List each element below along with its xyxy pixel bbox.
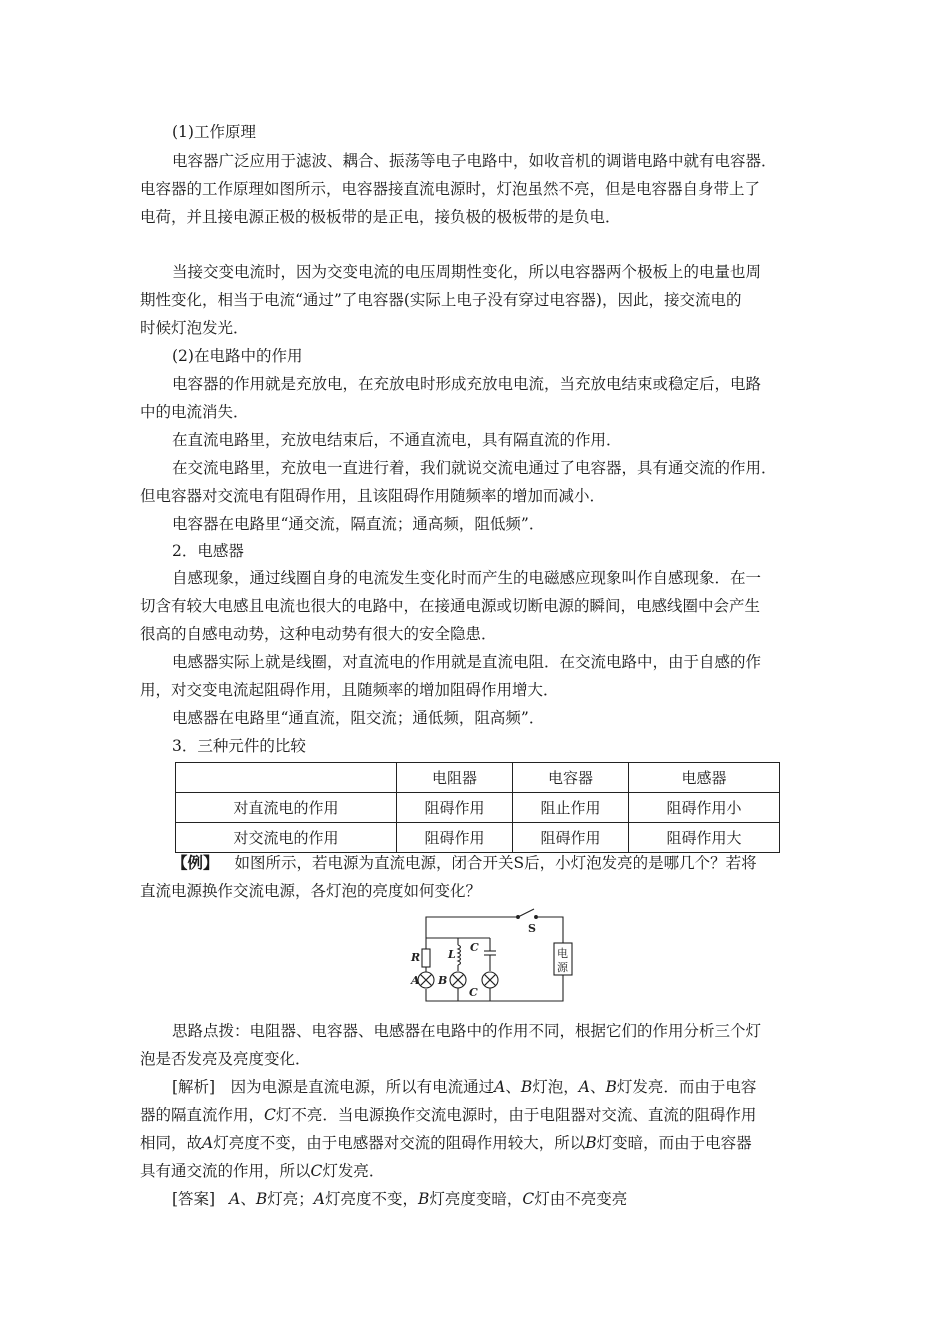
table-cell xyxy=(176,763,397,793)
analysis-line xyxy=(140,1161,384,1181)
analysis-line xyxy=(172,1077,756,1097)
var-b: B xyxy=(417,1190,430,1208)
circuit-diagram xyxy=(408,905,583,1005)
source-label: 源 xyxy=(557,961,568,974)
var-b: B xyxy=(255,1190,268,1208)
var-a: A xyxy=(494,1078,506,1096)
paragraph-line: 电荷，并且接电源正极的极板带的是正电，接负极的极板带的是负电． xyxy=(140,208,621,226)
paragraph-line: 电感器在电路里“通直流，阻交流；通低频，阻高频”． xyxy=(172,709,545,727)
switch-label: S xyxy=(528,922,536,935)
var-b: B xyxy=(520,1078,533,1096)
table-cell: 阻碍作用 xyxy=(397,823,513,853)
var-a: A xyxy=(578,1078,590,1096)
section-title-role-in-circuit: (2)在电路中的作用 xyxy=(172,347,303,365)
answer-line xyxy=(172,1189,627,1209)
table-cell: 电感器 xyxy=(629,763,780,793)
capacitor-label: C xyxy=(470,941,479,954)
hint-line: 泡是否发亮及亮度变化． xyxy=(140,1050,311,1068)
example-line-2: 直流电源换作交流电源，各灯泡的亮度如何变化？ xyxy=(140,882,482,900)
hint-line: 思路点拨：电阻器、电容器、电感器在电路中的作用不同，根据它们的作用分析三个灯 xyxy=(172,1022,762,1040)
paragraph-line: 时候灯泡发光． xyxy=(140,319,249,337)
section-title-comparison: 3．三种元件的比较 xyxy=(172,737,306,755)
answer-tag: [答案] xyxy=(172,1190,216,1208)
table-row xyxy=(176,823,780,853)
table-cell: 对交流电的作用 xyxy=(176,823,397,853)
paragraph-line: 电容器的工作原理如图所示，电容器接直流电源时，灯泡虽然不亮，但是电容器自身带上了 xyxy=(140,180,761,198)
analysis-text: 灯发亮．而由于电容 xyxy=(616,1078,757,1096)
table-cell: 对直流电的作用 xyxy=(176,793,397,823)
analysis-line xyxy=(140,1133,752,1153)
paragraph-line: 在交流电路里，充放电一直进行着，我们就说交流电通过了电容器，具有通交流的作用． xyxy=(172,459,777,477)
paragraph-line: 电感器实际上就是线圈，对直流电的作用就是直流电阻．在交流电路中，由于自感的作 xyxy=(172,653,762,671)
paragraph-line: 当接交变电流时，因为交变电流的电压周期性变化，所以电容器两个极板上的电量也周 xyxy=(172,263,762,281)
analysis-text: 、 xyxy=(589,1078,606,1096)
lamp-b-label: B xyxy=(438,974,448,987)
analysis-text: 灯不亮．当电源换作交流电源时，由于电阻器对交流、直流的阻碍作用 xyxy=(275,1106,757,1124)
section-title-inductor: 2．电感器 xyxy=(172,542,244,560)
var-c: C xyxy=(310,1162,323,1180)
analysis-text: 灯泡， xyxy=(532,1078,579,1096)
paragraph-line: 自感现象，通过线圈自身的电流发生变化时而产生的电磁感应现象叫作自感现象．在一 xyxy=(172,569,762,587)
answer-text: 灯亮度变暗， xyxy=(429,1190,523,1208)
section-title-working-principle: (1)工作原理 xyxy=(172,123,256,141)
table-cell: 阻碍作用 xyxy=(397,793,513,823)
paragraph-line: 但电容器对交流电有阻碍作用，且该阻碍作用随频率的增加而减小． xyxy=(140,487,606,505)
paragraph-line: 很高的自感电动势，这种电动势有很大的安全隐患． xyxy=(140,625,497,643)
analysis-text: 具有通交流的作用，所以 xyxy=(140,1162,311,1180)
example-tag: 【例】 xyxy=(172,853,219,872)
var-b: B xyxy=(585,1134,597,1152)
paragraph-line: 用，对交变电流起阻碍作用，且随频率的增加阻碍作用增大． xyxy=(140,681,559,699)
resistor-label: R xyxy=(411,951,421,964)
paragraph-line: 中的电流消失． xyxy=(140,403,249,421)
inductor-label: L xyxy=(448,948,456,961)
source-label: 电 xyxy=(557,947,568,960)
analysis-line xyxy=(140,1105,756,1125)
analysis-text: [解析] 因为电源是直流电源，所以有电流通过 xyxy=(172,1078,495,1096)
answer-text: 、 xyxy=(240,1190,256,1208)
answer-text: 灯亮； xyxy=(267,1190,314,1208)
comparison-table xyxy=(175,762,780,853)
table-cell: 阻碍作用小 xyxy=(629,793,780,823)
answer-text: 灯亮度不变， xyxy=(324,1190,418,1208)
table-cell: 电阻器 xyxy=(397,763,513,793)
table-row xyxy=(176,793,780,823)
var-a: A xyxy=(229,1190,241,1208)
var-b: B xyxy=(605,1078,617,1096)
table-cell: 阻止作用 xyxy=(513,793,629,823)
analysis-text: 器的隔直流作用， xyxy=(140,1106,265,1124)
paragraph-line: 电容器广泛应用于滤波、耦合、振荡等电子电路中，如收音机的调谐电路中就有电容器． xyxy=(172,152,777,170)
analysis-text: 灯发亮． xyxy=(322,1162,385,1180)
table-cell: 阻碍作用大 xyxy=(629,823,780,853)
table-header-row xyxy=(176,763,780,793)
analysis-text: 相同，故 xyxy=(140,1134,203,1152)
table-cell: 电容器 xyxy=(513,763,629,793)
example-line-1 xyxy=(172,853,757,873)
answer-text: 灯由不亮变亮 xyxy=(534,1190,628,1208)
var-a: A xyxy=(313,1190,325,1208)
lamp-c-label: C xyxy=(469,986,478,999)
table-cell: 阻碍作用 xyxy=(513,823,629,853)
paragraph-line: 切含有较大电感且电流也很大的电路中，在接通电源或切断电源的瞬间，电感线圈中会产生 xyxy=(140,597,761,615)
var-c: C xyxy=(522,1190,535,1208)
var-a: A xyxy=(202,1134,214,1152)
analysis-text: 灯亮度不变，由于电感器对交流的阻碍作用较大，所以 xyxy=(213,1134,586,1152)
paragraph-line: 在直流电路里，充放电结束后，不通直流电，具有隔直流的作用． xyxy=(172,431,622,449)
var-c: C xyxy=(264,1106,276,1124)
paragraph-line: 期性变化，相当于电流“通过”了电容器(实际上电子没有穿过电容器)，因此，接交流电的 xyxy=(140,291,742,309)
example-text: 如图所示，若电源为直流电源，闭合开关S后，小灯泡发亮的是哪几个？若将 xyxy=(234,854,757,872)
paragraph-line: 电容器在电路里“通交流，隔直流；通高频，阻低频”． xyxy=(172,515,545,533)
paragraph-line: 电容器的作用就是充放电，在充放电时形成充放电电流，当充放电结束或稳定后，电路 xyxy=(172,375,762,393)
analysis-text: 灯变暗，而由于电容器 xyxy=(596,1134,752,1152)
analysis-text: 、 xyxy=(505,1078,521,1096)
lamp-a-label: A xyxy=(411,974,420,987)
